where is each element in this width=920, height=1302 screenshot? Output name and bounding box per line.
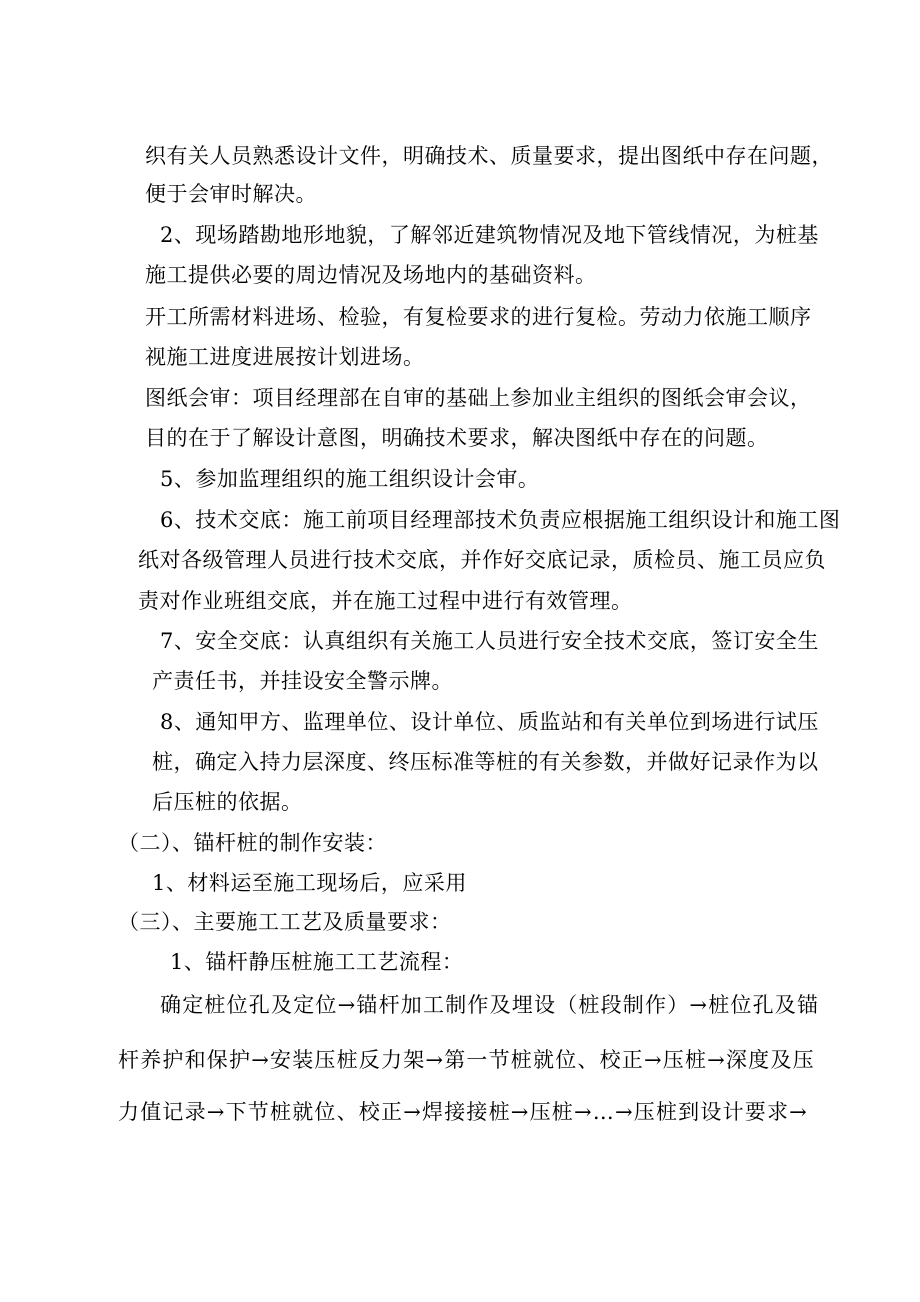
process-flow-line: 杆养护和保护→安装压桩反力架→第一节桩就位、校正→压桩→深度及压 <box>118 1048 815 1072</box>
paragraph-line: 责对作业班组交底，并在施工过程中进行有效管理。 <box>138 589 633 613</box>
paragraph-line: 8、通知甲方、监理单位、设计单位、质监站和有关单位到场进行试压 <box>160 710 819 734</box>
paragraph-line: 织有关人员熟悉设计文件，明确技术、质量要求，提出图纸中存在问题， <box>145 144 833 168</box>
paragraph-line: 施工提供必要的周边情况及场地内的基础资料。 <box>145 263 597 287</box>
subsection-heading: 1、锚杆静压桩施工工艺流程： <box>170 950 464 974</box>
paragraph-line: 图纸会审：项目经理部在自审的基础上参加业主组织的图纸会审会议， <box>145 386 812 410</box>
paragraph-line: 便于会审时解决。 <box>145 182 317 206</box>
paragraph-line: 桩，确定入持力层深度、终压标准等桩的有关参数，并做好记录作为以 <box>152 750 819 774</box>
paragraph-line: 2、现场踏勘地形地貌，了解邻近建筑物情况及地下管线情况，为桩基 <box>160 223 819 247</box>
paragraph-line: 7、安全交底：认真组织有关施工人员进行安全技术交底，签订安全生 <box>160 629 819 653</box>
process-flow-line: 力值记录→下节桩就位、校正→焊接接桩→压桩→…→压桩到设计要求→ <box>118 1100 808 1124</box>
section-heading: （二）、锚杆桩的制作安装： <box>118 831 387 855</box>
paragraph-line: 视施工进度进展按计划进场。 <box>145 345 425 369</box>
paragraph-line: 1、材料运至施工现场后，应采用 <box>152 871 467 895</box>
paragraph-line: 产责任书，并挂设安全警示牌。 <box>152 669 453 693</box>
paragraph-line: 6、技术交底：施工前项目经理部技术负责应根据施工组织设计和施工图 <box>160 508 841 532</box>
paragraph-line: 纸对各级管理人员进行技术交底，并作好交底记录，质检员、施工员应负 <box>138 548 826 572</box>
section-heading: （三）、主要施工工艺及质量要求： <box>118 910 452 934</box>
process-flow-line: 确定桩位孔及定位→锚杆加工制作及埋设（桩段制作）→桩位孔及锚 <box>160 993 820 1017</box>
paragraph-line: 目的在于了解设计意图，明确技术要求，解决图纸中存在的问题。 <box>145 426 769 450</box>
paragraph-line: 开工所需材料进场、检验，有复检要求的进行复检。劳动力依施工顺序 <box>145 305 812 329</box>
paragraph-line: 后压桩的依据。 <box>152 790 303 814</box>
paragraph-line: 5、参加监理组织的施工组织设计会审。 <box>160 467 540 491</box>
